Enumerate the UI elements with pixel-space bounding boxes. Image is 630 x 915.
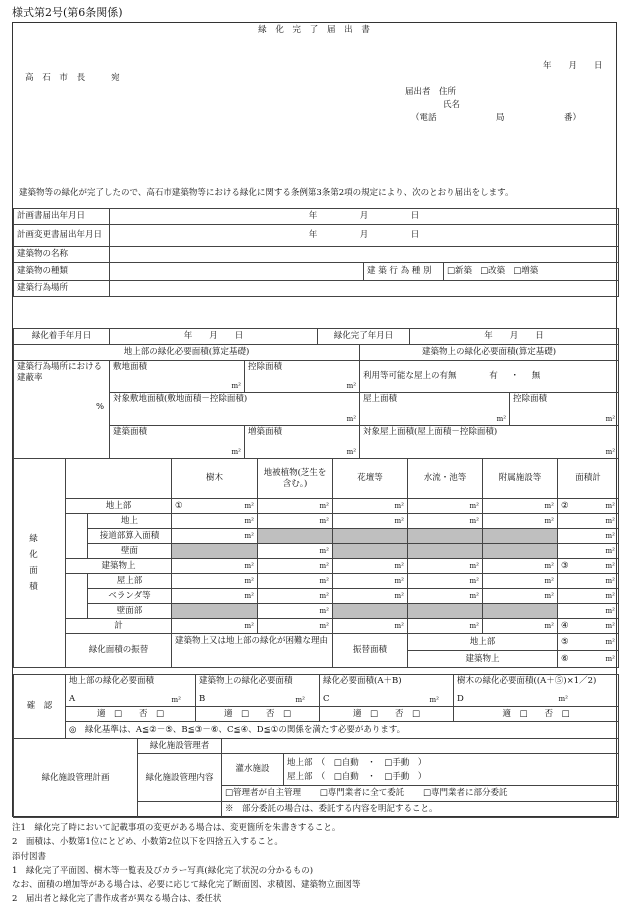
confirm-d-header: 樹木の緑化必要面積((A＋⑤)×1／2): [457, 676, 597, 686]
unit: m²: [319, 501, 329, 510]
plan-date-value: 年 月 日: [110, 209, 619, 225]
row-ground-surface: 地上: [88, 514, 172, 529]
unit: m²: [605, 501, 615, 510]
start-date-value: 年 月 日: [110, 329, 318, 345]
ground-flower: [333, 499, 408, 514]
unit: m²: [244, 531, 254, 540]
irrigation-label: 灌水施設: [222, 754, 284, 786]
unit: m²: [605, 637, 615, 646]
unit: m²: [469, 561, 479, 570]
confirmation-label: 確 認: [14, 675, 66, 739]
green-header-blank: [66, 459, 172, 499]
notes: [12, 821, 361, 907]
irrigation-options: [284, 754, 619, 786]
confirm-b-mark: B: [199, 694, 206, 705]
act-type-options: [444, 263, 619, 281]
transfer-reason: 建築物上又は地上部の緑化が困難な理由: [172, 634, 333, 668]
roof-area-label: 屋上面積: [363, 394, 398, 404]
increase-area-cell: [245, 426, 360, 459]
unit: m²: [605, 606, 615, 615]
building-area-unit: m²: [231, 448, 241, 457]
roof-dot: ・: [510, 371, 519, 382]
basic-info-table: [13, 208, 619, 297]
roof-usable-cell: [360, 361, 619, 393]
unit: m²: [605, 591, 615, 600]
unit: m²: [605, 546, 615, 555]
target-site-label: 対象敷地面積(敷地面積－控除面積): [113, 394, 248, 404]
unit: m²: [319, 546, 329, 555]
judge-a: 適 □ 否 □: [66, 707, 196, 722]
site-area-label: 敷地面積: [113, 362, 148, 372]
confirm-b-header: 建築物上の緑化必要面積: [199, 676, 293, 686]
col-water: 水流・池等: [408, 459, 483, 499]
coverage-percent: %: [96, 402, 105, 412]
unit: m²: [429, 696, 439, 705]
unit: m²: [605, 576, 615, 585]
gray-cell: [408, 544, 483, 559]
roof-deduct-label: 控除面積: [513, 394, 548, 404]
row-road-frontage: 接道部算入面積: [88, 529, 172, 544]
required-area-table: [13, 344, 619, 459]
confirm-c-cell: [320, 675, 454, 707]
unit: m²: [605, 654, 615, 663]
site-area-cell: [110, 361, 245, 393]
unit: m²: [544, 591, 554, 600]
judge-c: 適 □ 否 □: [320, 707, 454, 722]
unit: m²: [544, 501, 554, 510]
building-required-header: 建築物上の緑化必要面積(算定基礎): [360, 345, 619, 361]
confirm-a-header: 地上部の緑化必要面積: [69, 676, 155, 686]
target-site-cell: [110, 393, 360, 426]
rebuild-checkbox: □改築: [480, 266, 506, 277]
green-dates-table: [13, 328, 619, 345]
target-site-unit: m²: [346, 415, 357, 424]
end-date-label: 緑化完了年月日: [318, 329, 410, 345]
unit: m²: [295, 696, 305, 705]
mark-6: ⑥: [561, 653, 569, 664]
ground-cover: [258, 499, 333, 514]
unit: m²: [469, 576, 479, 585]
ground-facility: [483, 499, 558, 514]
site-value: [110, 281, 619, 297]
gray-cell: [483, 529, 558, 544]
transfer-ground: 地上部: [408, 634, 558, 651]
manager-value: [222, 739, 619, 754]
confirm-a-mark: A: [69, 694, 76, 705]
attachment-1-detail: なお、面積の増加等がある場合は、必要に応じて緑化完了断面図、求積図、建築物立面図等: [12, 880, 361, 891]
unit: m²: [319, 576, 329, 585]
unit: m²: [544, 621, 554, 630]
roof-usable-label: 利用等可能な屋上の有無: [363, 371, 457, 382]
building-name-value: [110, 247, 619, 263]
partial-note: ※ 部分委託の場合は、委託する内容を明記すること。: [222, 802, 619, 818]
ground-water: [408, 499, 483, 514]
new-build-checkbox: □新築: [447, 266, 473, 277]
ground-total: [558, 499, 619, 514]
unit: m²: [394, 621, 404, 630]
site-label: 建築行為場所: [14, 281, 110, 297]
building-area-label: 建築面積: [113, 427, 148, 437]
unit: m²: [394, 561, 404, 570]
col-flower-beds: 花壇等: [333, 459, 408, 499]
col-total: 面積計: [558, 459, 619, 499]
extension-checkbox: □増築: [513, 266, 539, 277]
unit: m²: [171, 696, 181, 705]
deduct-area-unit: m²: [346, 382, 357, 391]
irrigation-ground: 地上部 （ □自動 ・ □手動 ）: [287, 757, 427, 768]
unit: m²: [394, 516, 404, 525]
confirm-c-mark: C: [323, 694, 330, 705]
transfer-area-label: 振替面積: [333, 634, 408, 668]
applicant-phone: （電話 局 番）: [411, 113, 582, 123]
unit: m²: [319, 516, 329, 525]
roof-area-unit: m²: [496, 415, 507, 424]
applicant-name-label: 氏名: [443, 100, 461, 110]
site-area-unit: m²: [231, 382, 241, 391]
unit: m²: [244, 591, 254, 600]
roof-area-cell: [360, 393, 510, 426]
unit: m²: [244, 501, 254, 510]
plan-date-label: 計画書届出年月日: [14, 209, 110, 225]
partial-outsource-checkbox: □専門業者に部分委託: [423, 788, 508, 799]
applicant-address-label: 届出者 住所: [405, 87, 457, 97]
gray-cell: [172, 544, 258, 559]
transfer-building: 建築物上: [408, 651, 558, 668]
gray-cell: [333, 529, 408, 544]
content-label: 緑化施設管理内容: [138, 754, 222, 802]
mark-3: ③: [561, 560, 569, 571]
unit: m²: [605, 561, 615, 570]
increase-area-label: 増築面積: [248, 427, 283, 437]
col-facilities: 附属施設等: [483, 459, 558, 499]
unit: m²: [319, 561, 329, 570]
form-frame: [12, 22, 617, 817]
judge-d: 適 □ 否 □: [454, 707, 619, 722]
target-roof-cell: [360, 426, 619, 459]
ground-trees: [172, 499, 258, 514]
confirm-a-cell: [66, 675, 196, 707]
building-indent: [66, 574, 88, 619]
ground-required-header: 地上部の緑化必要面積(算定基礎): [14, 345, 360, 361]
note-2: 2 面積は、小数第1位にとどめ、小数第2位以下を四捨五入すること。: [12, 837, 283, 848]
building-area-cell: [110, 426, 245, 459]
unit: m²: [558, 695, 568, 703]
mark-1: ①: [175, 500, 183, 511]
unit: m²: [319, 591, 329, 600]
coverage-label: 建築行為場所における建蔽率: [17, 362, 103, 383]
date-line: 年 月 日: [543, 61, 603, 71]
full-outsource-checkbox: □専門業者に全て委託: [319, 788, 405, 799]
change-date-label: 計画変更書届出年月日: [14, 225, 110, 247]
gray-cell: [333, 604, 408, 619]
form-title: 緑 化 完 了 届 出 書: [258, 25, 373, 35]
building-name-label: 建築物の名称: [14, 247, 110, 263]
row-ground-wall: 壁面: [88, 544, 172, 559]
target-roof-unit: m²: [605, 448, 616, 457]
attachments-heading: 添付図書: [12, 851, 47, 862]
confirm-d-mark: D: [457, 694, 464, 704]
judge-b: 適 □ 否 □: [196, 707, 320, 722]
unit: m²: [319, 606, 329, 615]
unit: m²: [244, 561, 254, 570]
row-roof: 屋上部: [88, 574, 172, 589]
unit: m²: [244, 516, 254, 525]
manager-label: 緑化施設管理者: [138, 739, 222, 754]
unit: m²: [394, 591, 404, 600]
end-date-value: 年 月 日: [410, 329, 619, 345]
change-date-value: 年 月 日: [110, 225, 619, 247]
increase-area-unit: m²: [346, 448, 357, 457]
unit: m²: [244, 576, 254, 585]
unit: m²: [544, 561, 554, 570]
act-type-label: 建 築 行 為 種 別: [364, 263, 444, 281]
start-date-label: 緑化着手年月日: [14, 329, 110, 345]
coverage-cell: [14, 361, 110, 459]
unit: m²: [394, 576, 404, 585]
transfer-label: 緑化面積の振替: [66, 634, 172, 668]
deduct-area-cell: [245, 361, 360, 393]
note-1: 注1 緑化完了時において記載事項の変更がある場合は、変更箇所を朱書きすること。: [12, 823, 341, 833]
irrigation-roof: 屋上部 （ □自動 ・ □手動 ）: [287, 771, 427, 782]
addressee: 高 石 市 長 宛: [25, 73, 123, 83]
roof-yes: 有: [489, 371, 498, 382]
gray-cell: [258, 529, 333, 544]
unit: m²: [605, 516, 615, 525]
statement: 建築物等の緑化が完了したので、高石市建築物等における緑化に関する条例第3条第2項の規定により、次のとおり届出をします。: [19, 188, 514, 198]
green-area-side-label: 緑 化 面 積: [14, 459, 66, 668]
target-roof-label: 対象屋上面積(屋上面積－控除面積): [363, 427, 498, 437]
gray-cell: [408, 529, 483, 544]
criteria-text: ◎ 緑化基準は、A≦②－⑤、B≦③－⑥、C≦④、D≦①の関係を満たす必要があります。: [66, 722, 619, 739]
attachment-2: 2 届出者と緑化完了書作成者が異なる場合は、委任状: [12, 894, 222, 905]
gray-cell: [483, 544, 558, 559]
unit: m²: [244, 621, 254, 630]
self-manage-checkbox: □管理者が自主管理: [225, 788, 302, 799]
building-type-label: 建築物の種類: [14, 263, 110, 281]
mark-5: ⑤: [561, 636, 569, 647]
unit: m²: [394, 501, 404, 510]
col-trees: 樹木: [172, 459, 258, 499]
col-ground-cover: 地被植物(芝生を含む。): [258, 459, 333, 499]
row-building: 建築物上: [66, 559, 172, 574]
unit: m²: [605, 531, 615, 540]
confirm-b-cell: [196, 675, 320, 707]
gray-cell: [483, 604, 558, 619]
deduct-area-label: 控除面積: [248, 362, 283, 372]
building-type-value: [110, 263, 364, 281]
unit: m²: [605, 621, 615, 630]
roof-deduct-cell: [510, 393, 619, 426]
mark-4: ④: [561, 620, 569, 631]
gray-cell: [333, 544, 408, 559]
unit: m²: [544, 516, 554, 525]
management-style: [222, 786, 619, 802]
green-area-table: [13, 458, 619, 668]
roof-deduct-unit: m²: [605, 415, 616, 424]
row-total: 計: [66, 619, 172, 634]
management-label: 緑化施設管理計画: [14, 739, 138, 818]
unit: m²: [319, 621, 329, 630]
attachment-1: 1 緑化完了平面図、樹木等一覧表及びカラー写真(緑化完了状況の分かるもの): [12, 865, 314, 876]
row-balcony: ベランダ等: [88, 589, 172, 604]
confirm-d-cell: [454, 675, 619, 707]
row-ground: 地上部: [66, 499, 172, 514]
unit: m²: [469, 516, 479, 525]
unit: m²: [469, 501, 479, 510]
unit: m²: [544, 576, 554, 585]
form-number: 様式第2号(第6条関係): [12, 6, 123, 19]
mark-2: ②: [561, 500, 569, 511]
row-building-wall: 壁面部: [88, 604, 172, 619]
gray-cell: [408, 604, 483, 619]
confirmation-table: [13, 674, 619, 739]
unit: m²: [469, 621, 479, 630]
content-blank: [138, 802, 222, 818]
management-table: [13, 738, 619, 818]
confirm-c-header: 緑化必要面積(A＋B): [323, 676, 402, 686]
roof-no: 無: [531, 371, 541, 382]
unit: m²: [469, 591, 479, 600]
gray-cell: [172, 604, 258, 619]
